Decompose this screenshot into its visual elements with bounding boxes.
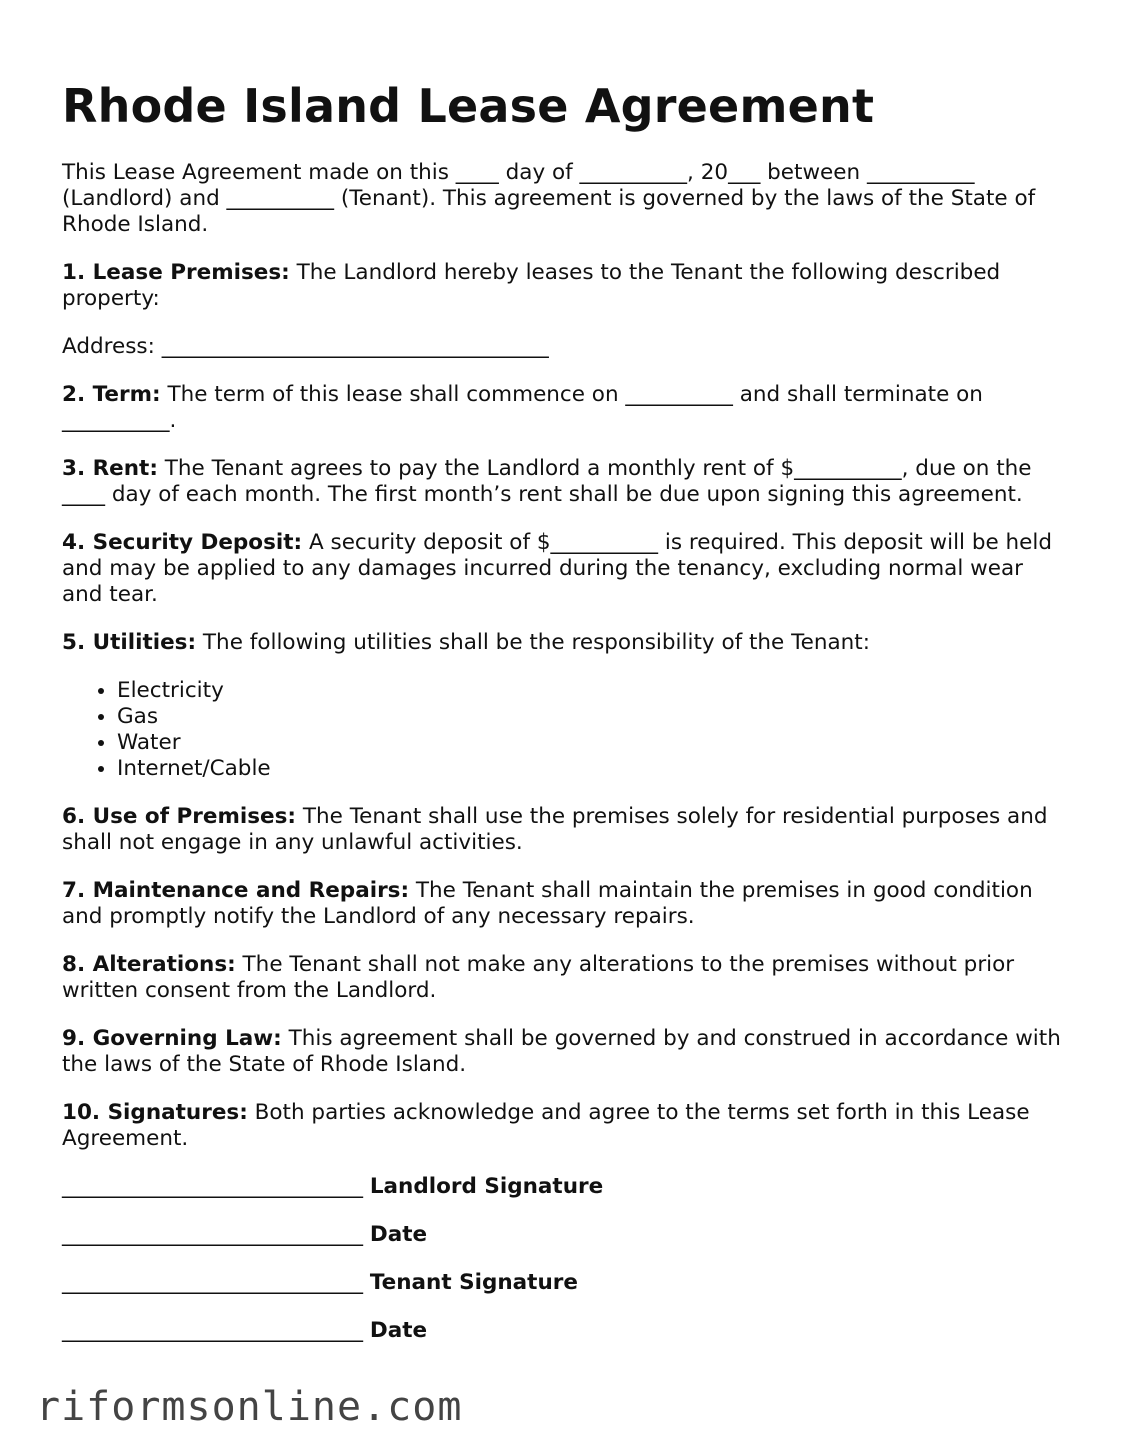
section-9-text: This agreement shall be governed by and construed in accordance with the laws of the State of Rhode Island. — [62, 1026, 1061, 1077]
section-4 — [62, 530, 1062, 608]
intro-paragraph: This Lease Agreement made on this ____ day of __________, 20___ between __________ (Landlord) and __________ (Tenant). This agreement is governed by the laws of the State of Rhode Island. — [62, 160, 1036, 237]
section-5 — [62, 630, 1062, 656]
section-10-text: Both parties acknowledge and agree to the terms set forth in this Lease Agreement. — [62, 1100, 1030, 1151]
section-10-heading: 10. Signatures: — [62, 1100, 248, 1125]
section-9 — [62, 1026, 1062, 1078]
section-9-heading: 9. Governing Law: — [62, 1026, 282, 1051]
utility-item: • Gas — [117, 704, 1062, 730]
signature-blank: ____________________________ — [62, 1318, 363, 1343]
section-6 — [62, 804, 1062, 856]
section-7 — [62, 878, 1062, 930]
section-5-heading: 5. Utilities: — [62, 630, 197, 655]
section-7-heading: 7. Maintenance and Repairs: — [62, 878, 410, 903]
section-8-heading: 8. Alterations: — [62, 952, 236, 977]
section-2-text: The term of this lease shall commence on __________ and shall terminate on __________. — [62, 382, 983, 433]
section-1-text: The Landlord hereby leases to the Tenant the following described property: — [62, 260, 1001, 311]
section-10 — [62, 1100, 1062, 1152]
signature-label: Tenant Signature — [369, 1270, 578, 1295]
section-3-heading: 3. Rent: — [62, 456, 158, 481]
section-2-heading: 2. Term: — [62, 382, 161, 407]
section-1-heading: 1. Lease Premises: — [62, 260, 290, 285]
address-line: Address: ____________________________________ — [62, 334, 549, 359]
section-6-heading: 6. Use of Premises: — [62, 804, 297, 829]
section-5-text: The following utilities shall be the responsibility of the Tenant: — [196, 630, 870, 655]
tenant-date-line — [62, 1318, 1062, 1344]
section-1 — [62, 260, 1062, 312]
section-8-text: The Tenant shall not make any alterations to the premises without prior written consent from the Landlord. — [62, 952, 1015, 1003]
utilities-list — [62, 678, 1062, 782]
signature-label: Landlord Signature — [369, 1174, 604, 1199]
tenant-signature-line — [62, 1270, 1062, 1296]
section-6-text: The Tenant shall use the premises solely for residential purposes and shall not engage in any unlawful activities. — [62, 804, 1048, 855]
site-watermark: riformsonline.com — [36, 1384, 463, 1430]
section-2 — [62, 382, 1062, 434]
signature-blank: ____________________________ — [62, 1174, 363, 1199]
utility-item: • Internet/Cable — [117, 756, 1062, 782]
section-7-text: The Tenant shall maintain the premises in good condition and promptly notify the Landlord of any necessary repairs. — [62, 878, 1033, 929]
signature-label: Date — [369, 1222, 428, 1247]
signature-label: Date — [369, 1318, 428, 1343]
section-3 — [62, 456, 1062, 508]
utility-item: • Electricity — [117, 678, 1062, 704]
document-title: Rhode Island Lease Agreement — [62, 79, 875, 133]
lease-document — [62, 78, 1062, 1366]
landlord-date-line — [62, 1222, 1062, 1248]
section-8 — [62, 952, 1062, 1004]
utility-item: • Water — [117, 730, 1062, 756]
signature-blank: ____________________________ — [62, 1222, 363, 1247]
section-3-text: The Tenant agrees to pay the Landlord a monthly rent of $__________, due on the ____ day of each month. The first month’s rent shall be due upon signing this agreement. — [62, 456, 1032, 507]
landlord-signature-line — [62, 1174, 1062, 1200]
signature-blank: ____________________________ — [62, 1270, 363, 1295]
section-4-heading: 4. Security Deposit: — [62, 530, 303, 555]
section-4-text: A security deposit of $__________ is required. This deposit will be held and may be applied to any damages incurred during the tenancy, excluding normal wear and tear. — [62, 530, 1053, 607]
